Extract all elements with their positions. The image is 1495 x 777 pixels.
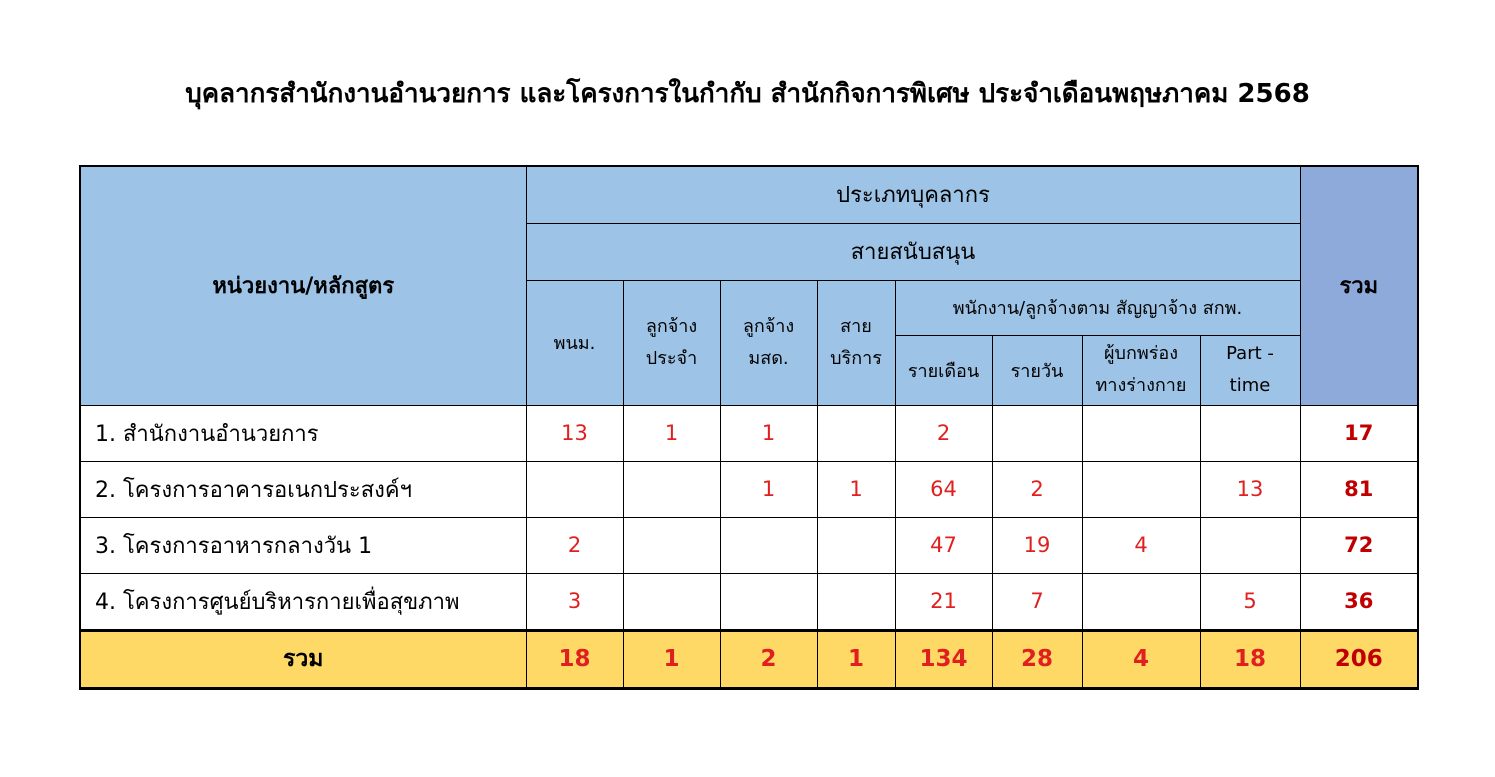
msd-employee-header [720,280,817,405]
service-cell [817,405,895,461]
pnm-cell: 3 [526,573,623,630]
pnm-cell [526,461,623,517]
total-service-cell: 1 [817,630,895,688]
parttime-label-1: Part - [1226,343,1274,364]
pnm-cell: 2 [526,517,623,573]
parttime-label-2: time [1229,375,1271,396]
pnm-header: พนม. [526,280,623,405]
msd-employee-label-2: มสด. [748,347,789,369]
page-title: บุคลากรสำนักงานอำนวยการ และโครงการในกำกับ สำนักกิจการพิเศษ ประจำเดือนพฤษภาคม 2568 [185,79,1310,109]
personnel-table [79,165,1419,690]
msd-cell [720,573,817,630]
personnel-type-header: ประเภทบุคลากร [526,166,1300,223]
row-total-cell: 17 [1300,405,1418,461]
disabled-cell [1082,405,1200,461]
total-daily-cell: 28 [992,630,1082,688]
disabled-cell [1082,461,1200,517]
parttime-cell [1200,405,1300,461]
total-pnm-cell: 18 [526,630,623,688]
row-total-cell: 36 [1300,573,1418,630]
table-row [80,573,1418,630]
parttime-cell [1200,517,1300,573]
grand-total-cell: 206 [1300,630,1418,688]
row-total-cell: 72 [1300,517,1418,573]
row-unit-name: 2. โครงการอาคารอเนกประสงค์ฯ [80,461,526,517]
total-row [80,630,1418,688]
total-disabled-cell: 4 [1082,630,1200,688]
row-unit-name: 3. โครงการอาหารกลางวัน 1 [80,517,526,573]
daily-cell: 19 [992,517,1082,573]
monthly-cell: 21 [895,573,992,630]
service-staff-label-1: สาย [840,315,872,337]
disabled-cell: 4 [1082,517,1200,573]
monthly-header: รายเดือน [895,335,992,405]
total-monthly-cell: 134 [895,630,992,688]
monthly-cell: 64 [895,461,992,517]
parttime-cell: 13 [1200,461,1300,517]
service-cell [817,517,895,573]
daily-cell [992,405,1082,461]
support-header: สายสนับสนุน [526,223,1300,280]
permanent-cell: 1 [623,405,720,461]
service-cell [817,573,895,630]
row-total-cell: 81 [1300,461,1418,517]
contract-group-header: พนักงาน/ลูกจ้างตาม สัญญาจ้าง สกพ. [895,280,1300,335]
table-row [80,405,1418,461]
disabled-label-1: ผู้บกพร่อง [1103,343,1178,364]
permanent-employee-header [623,280,720,405]
msd-cell: 1 [720,405,817,461]
daily-cell: 2 [992,461,1082,517]
permanent-cell [623,461,720,517]
msd-cell [720,517,817,573]
disabled-label-2: ทางร่างกาย [1095,375,1187,396]
monthly-cell: 47 [895,517,992,573]
total-msd-cell: 2 [720,630,817,688]
total-permanent-cell: 1 [623,630,720,688]
disabled-cell [1082,573,1200,630]
permanent-employee-label-1: ลูกจ้าง [645,315,698,337]
parttime-cell: 5 [1200,573,1300,630]
table-row [80,461,1418,517]
daily-cell: 7 [992,573,1082,630]
total-parttime-cell: 18 [1200,630,1300,688]
permanent-employee-label-2: ประจำ [645,347,698,369]
pnm-cell: 13 [526,405,623,461]
row-unit-name: 1. สำนักงานอำนวยการ [80,405,526,461]
service-cell: 1 [817,461,895,517]
service-staff-label-2: บริการ [830,347,882,369]
disabled-header [1082,335,1200,405]
monthly-cell: 2 [895,405,992,461]
service-staff-header [817,280,895,405]
parttime-header [1200,335,1300,405]
permanent-cell [623,573,720,630]
row-unit-name: 4. โครงการศูนย์บริหารกายเพื่อสุขภาพ [80,573,526,630]
msd-employee-label-1: ลูกจ้าง [742,315,795,337]
total-column-header: รวม [1300,166,1418,405]
total-row-label: รวม [80,630,526,688]
permanent-cell [623,517,720,573]
daily-header: รายวัน [992,335,1082,405]
unit-column-header: หน่วยงาน/หลักสูตร [80,166,526,405]
table-row [80,517,1418,573]
msd-cell: 1 [720,461,817,517]
